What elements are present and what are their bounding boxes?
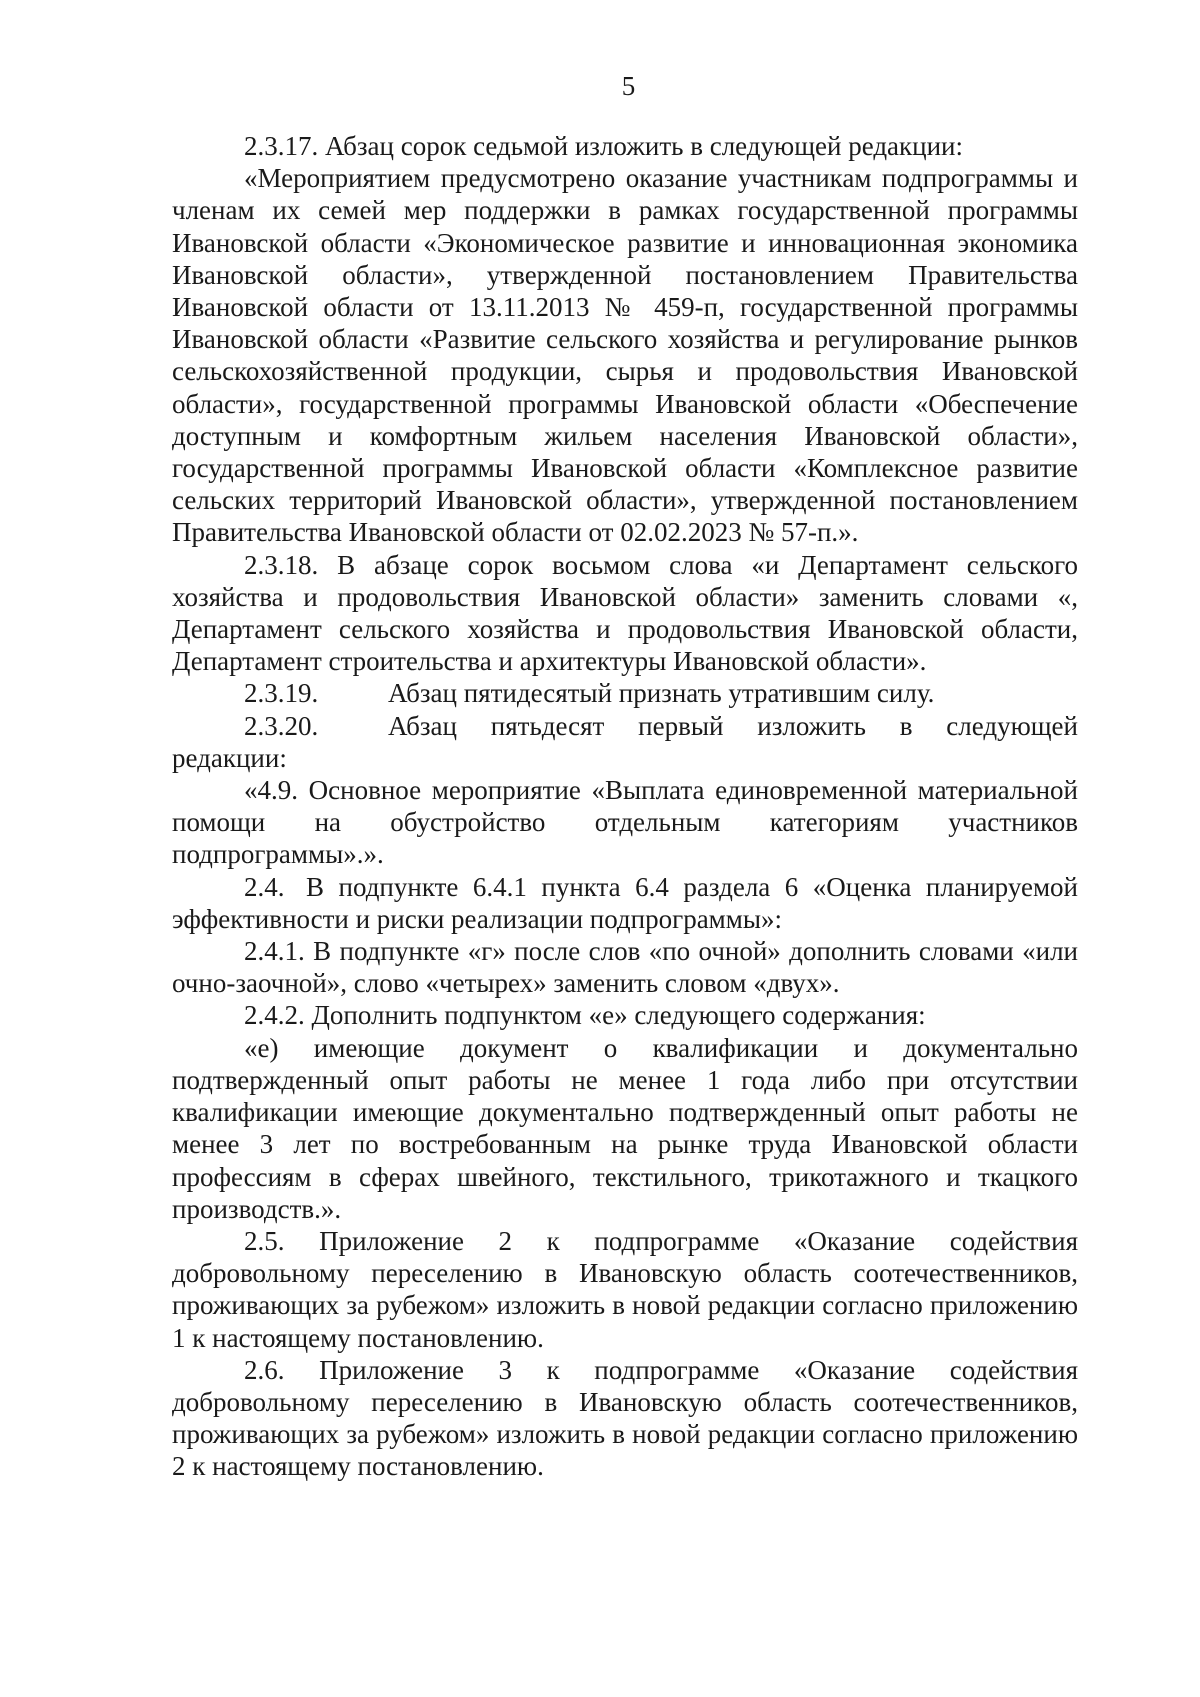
- item-number: 2.3.19.: [244, 678, 319, 709]
- paragraph-2-3-17: 2.3.17. Абзац сорок седьмой изложить в следующей редакции:: [244, 131, 964, 161]
- item-2-3-19: [172, 677, 1078, 709]
- item-number: 2.4.: [244, 871, 285, 902]
- item-number: 2.3.20.: [244, 710, 319, 741]
- paragraph-2-5: 2.5. Приложение 2 к подпрограмме «Оказание содействия добровольному переселению в Ивановскую область соотечественников, проживающих за рубежом» изложить в новой редакции согласно приложению 1 к настоящему постановлению.: [172, 1225, 1078, 1353]
- paragraph-quote-e: «е) имеющие документ о квалификации и документально подтвержденный опыт работы не менее 1 года либо при отсутствии квалификации имеющие документально подтвержденный опыт работы не менее 3 лет по востребованным на рынке труда Ивановской области профессиям в сферах швейного, текстильного, трикотажного и ткацкого производств.».: [172, 1032, 1078, 1224]
- paragraph-quote-measures: «Мероприятием предусмотрено оказание участникам подпрограммы и членам их семей мер поддержки в рамках государственной программы Ивановской области «Экономическое развитие и инновационная экономика Ивановской области», утвержденной постановлением Правительства Ивановской области от 13.11.2013 № 459-п, государственной программы Ивановской области «Развитие сельского хозяйства и регулирование рынков сельскохозяйственной продукции, сырья и продовольствия Ивановской области», государственной программы Ивановской области «Обеспечение доступным и комфортным жильем населения Ивановской области», государственной программы Ивановской области «Комплексное развитие сельских территорий Ивановской области», утвержденной постановлением Правительства Ивановской области от 02.02.2023 № 57-п.».: [172, 163, 1078, 548]
- paragraph-2-3-18: 2.3.18. В абзаце сорок восьмом слова «и Департамент сельского хозяйства и продовольствия Ивановской области» заменить словами «, Департамент сельского хозяйства и продовольствия Ивановской области, Департамент строительства и архитектуры Ивановской области».: [172, 549, 1078, 677]
- paragraph-2-4-1: 2.4.1. В подпункте «г» после слов «по очной» дополнить словами «или очно-заочной», слово «четырех» заменить словом «двух».: [172, 936, 1078, 999]
- item-text: Абзац пятьдесят первый изложить в следующей: [388, 710, 1078, 741]
- page-number: 5: [621, 71, 636, 101]
- item-text: Абзац пятидесятый признать утратившим силу.: [388, 678, 935, 709]
- paragraph-2-6: 2.6. Приложение 3 к подпрограмме «Оказание содействия добровольному переселению в Ивановскую область соотечественников, проживающих за рубежом» изложить в новой редакции согласно приложению 2 к настоящему постановлению.: [172, 1354, 1078, 1482]
- item-text: В подпункте 6.4.1 пункта 6.4 раздела 6 «Оценка планируемой: [306, 871, 1078, 902]
- item-text-continued: редакции:: [172, 742, 287, 773]
- paragraph-2-4-2: 2.4.2. Дополнить подпунктом «е» следующего содержания:: [244, 1000, 926, 1031]
- paragraph-quote-4-9: «4.9. Основное мероприятие «Выплата единовременной материальной помощи на обустройство отдельным категориям участников подпрограммы».».: [172, 775, 1078, 870]
- item-2-3-20: [172, 710, 1078, 742]
- item-2-4: [172, 871, 1078, 903]
- item-text-continued: эффективности и риски реализации подпрограммы»:: [172, 903, 782, 934]
- document-body: [172, 130, 1078, 1483]
